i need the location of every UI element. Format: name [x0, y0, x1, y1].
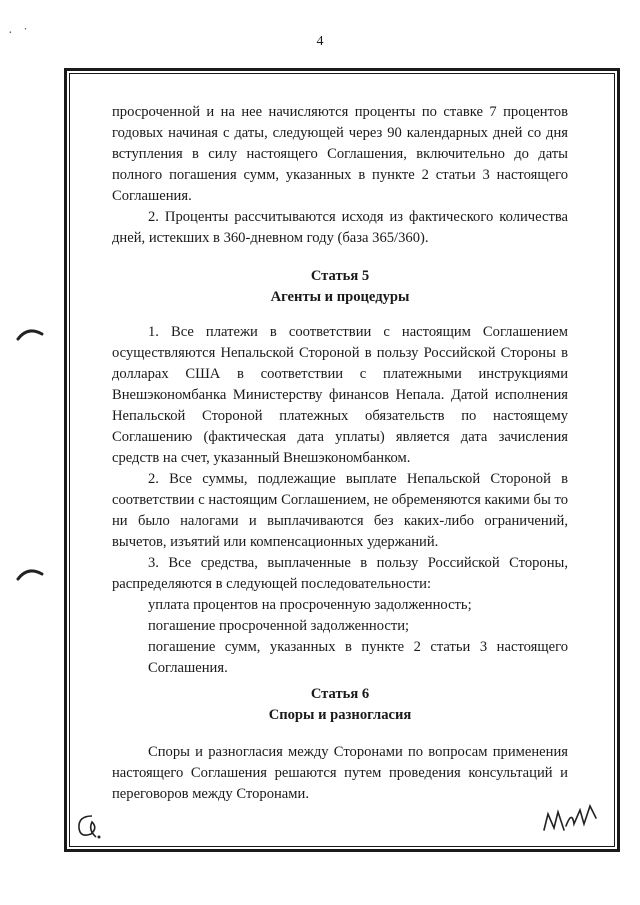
margin-mark-icon	[16, 566, 46, 582]
article-5-paragraph-2: 2. Все суммы, подлежащие выплате Непальской Стороной в соответствии с настоящим Соглашением, не обременяются какими бы то ни было налогами и выплачиваются без каких-либо ограничений, вычетов, изъятий или компенсационных удержаний.	[112, 471, 568, 550]
article-6-title: Споры и разногласия	[268, 707, 412, 723]
article-5-body	[112, 322, 568, 679]
article-5-number: Статья 5	[310, 268, 370, 284]
article-5-paragraph-3: 3. Все средства, выплаченные в пользу Российской Стороны, распределяются в следующей последовательности:	[112, 555, 568, 592]
article-5-paragraph-1: 1. Все платежи в соответствии с настоящим Соглашением осуществляются Непальской Стороной в пользу Российской Стороны в долларах США в соответствии с платежными инструкциями Внешэкономбанка Министерству финансов Непала. Датой исполнения Непальской Стороной платежных обязательств по настоящему Соглашению (фактическая дата уплаты) является дата зачисления средств на счет, указанный Внешэкономбанком.	[112, 324, 568, 466]
payment-order-list	[112, 595, 568, 679]
margin-mark-icon	[16, 326, 46, 342]
article-6-paragraph-1: Споры и разногласия между Сторонами по вопросам применения настоящего Соглашения решаются путем проведения консультаций и переговоров между Сторонами.	[112, 744, 568, 802]
article-6-number: Статья 6	[310, 686, 370, 702]
article-5-heading	[112, 266, 568, 308]
continuation-block	[112, 102, 568, 249]
right-initials-signature	[540, 800, 600, 836]
list-item: уплата процентов на просроченную задолженность;	[148, 597, 472, 613]
paragraph-interest: просроченной и на нее начисляются проценты по ставке 7 процентов годовых начиная с даты, следующей через 90 календарных дней со дня вступления в силу настоящего Соглашения, включительно до даты полного погашения сумм, указанных в пункте 2 статьи 3 настоящего Соглашения.	[112, 104, 568, 204]
paragraph-calculation: 2. Проценты рассчитываются исходя из фактического количества дней, истекших в 360-дневном году (база 365/360).	[112, 209, 568, 246]
list-item: погашение сумм, указанных в пункте 2 статьи 3 настоящего Соглашения.	[148, 639, 568, 676]
list-item: погашение просроченной задолженности;	[148, 618, 410, 634]
article-6-body	[112, 742, 568, 805]
article-6-heading	[112, 684, 568, 726]
page-number: 4	[316, 34, 324, 49]
left-initials-signature	[74, 812, 104, 842]
scan-dots: · ˙	[8, 26, 28, 41]
article-5-title: Агенты и процедуры	[270, 289, 410, 305]
